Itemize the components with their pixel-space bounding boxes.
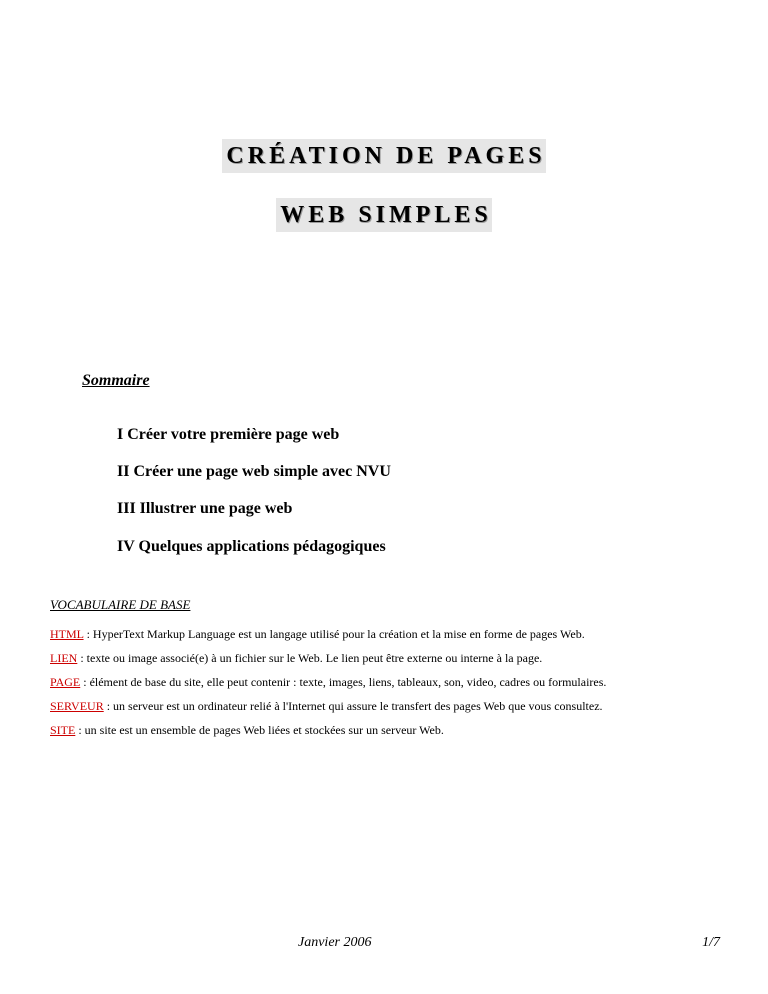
vocab-term[interactable]: SERVEUR	[50, 699, 104, 713]
title-text-1: CRÉATION DE PAGES	[222, 139, 545, 173]
vocab-term[interactable]: HTML	[50, 627, 84, 641]
vocab-definition: : HyperText Markup Language est un langage utilisé pour la création et la mise en forme de pages Web.	[83, 627, 585, 641]
toc-item: III Illustrer une page web	[117, 500, 293, 517]
vocab-entry-serveur	[50, 699, 603, 714]
vocab-definition: : texte ou image associé(e) à un fichier sur le Web. Le lien peut être externe ou interne à la page.	[77, 651, 543, 665]
vocab-definition: : un site est un ensemble de pages Web liées et stockées sur un serveur Web.	[75, 723, 444, 737]
vocab-definition: : élément de base du site, elle peut contenir : texte, images, liens, tableaux, son, video, cadres ou formulaires.	[80, 675, 607, 689]
vocab-entry-html	[50, 627, 585, 642]
toc-item: I Créer votre première page web	[117, 426, 340, 443]
toc-item: IV Quelques applications pédagogiques	[117, 538, 386, 555]
vocab-term[interactable]: PAGE	[50, 675, 81, 689]
footer-page-number: 1/7	[702, 935, 720, 950]
vocabulaire-heading: VOCABULAIRE DE BASE	[50, 597, 191, 612]
title-text-2: WEB SIMPLES	[276, 198, 491, 232]
toc-item: II Créer une page web simple avec NVU	[117, 463, 391, 480]
vocab-entry-site	[50, 723, 444, 738]
vocab-entry-lien	[50, 651, 542, 666]
title-line-2	[0, 198, 768, 232]
vocab-term[interactable]: LIEN	[50, 651, 78, 665]
title-line-1	[0, 139, 768, 173]
footer-date: Janvier 2006	[298, 935, 372, 950]
vocab-term[interactable]: SITE	[50, 723, 76, 737]
vocab-entry-page	[50, 675, 606, 690]
sommaire-heading: Sommaire	[82, 372, 150, 389]
vocab-definition: : un serveur est un ordinateur relié à l'Internet qui assure le transfert des pages Web que vous consultez.	[103, 699, 603, 713]
